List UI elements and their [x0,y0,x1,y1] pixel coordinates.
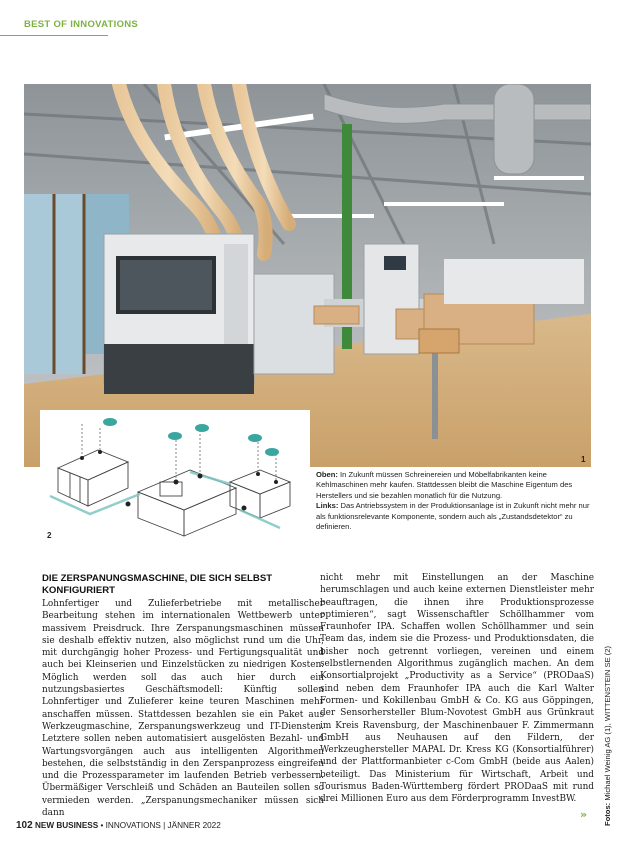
article-text-right: nicht mehr mit Einstellungen an der Maschine herumschlagen und auch keine externen Dienstleister mehr beauftragen, die ihnen ihre Produktionsprozesse optimieren“, sagt Wissenschaftler Schöllhammer vom Fraunhofer IPA. Schaffen wollen Schöllhammer und sein Team das, indem sie die Prozess- und Produktionsdaten, die bisher noch getrennt vorliegen, vereinen und einem selbstlernenden Algorithmus zugänglich machen. An dem Konsortialprojekt „Productivity as a Service“ (PRODaaS) sind neben dem Fraunhofer IPA auch die Karl Walter Formen- und Kokillenbau GmbH & Co. KG aus Göppingen, der Sensorhersteller Blum-Novotest GmbH aus Grünkraut im Kreis Ravensburg, der Maschinenbauer F. Zimmermann GmbH aus Neuhausen auf den Fildern, der Werkzeughersteller MAPAL Dr. Kress KG (Konsortialführer) und der Plattformanbieter c-Com GmbH (beide aus Aalen) beteiligt. Das Ministerium für Wirtschaft, Arbeit und Tourismus Baden-Württemberg fördert PRODaaS mit rund drei Millionen Euro aus dem Förderprogramm InvestBW. [320,573,594,805]
footer-section: INNOVATIONS [105,821,161,830]
article-heading: DIE ZERSPANUNGSMASCHINE, DIE SICH SELBST KONFIGURIERT [42,573,273,596]
article-column-right [320,572,594,806]
continue-arrow-icon: » [580,808,588,821]
photo-caption [316,470,594,532]
page-number: 102 [16,820,33,831]
article-text-left: Lohnfertiger und Zulieferbetriebe mit metallischer Bearbeitung stehen im internationalen Wettbewerb unter massivem Preisdruck. Ihre Zerspanungsmaschinen müssen sie deshalb effektiv nutzen, also möglichst rund um die Uhr, mit durchgängig hoher Prozess- und Fertigungsqualität und auch bei Kleinserien und Einzelstücken zu niedrigen Kosten. Möglich werden soll das auch hier durch ein nutzungsbasiertes Geschäftsmodell: Künftig sollen Lohnfertiger und Zulieferer keine teuren Maschinen mehr anschaffen müssen. Stattdessen bezahlen sie ein Paket aus Werkzeugmaschine, Zerspanungswerkzeug und IT-Diensten. Letztere sollen neben automatisiert ausgelösten Bezahl- und Wartungsvorgängen auch aus intelligenten Algorithmen bestehen, die selbstständig in den Zerspanprozess eingreifen und die Prozessparameter im laufenden Betrieb verbessern. Übermäßiger Verschleiß und Schäden an Bauteilen sollen so vermieden werden. „Zerspanungsmechaniker müssen sich dann [42,599,324,819]
footer-issue: JÄNNER 2022 [167,821,221,830]
section-label: BEST OF INNOVATIONS [24,19,139,30]
credit-text: Michael Weinig AG (1), WITTENSTEIN SE (2) [603,645,612,803]
photo-number-1: 1 [581,455,586,464]
caption-text-left: Das Antriebssystem in der Produktionsanlage ist in Zukunft nicht mehr nur als funktionsrelevante Komponente, sondern auch als „Zustandsdetektor“ zu definieren. [316,501,590,532]
page-footer [16,820,221,831]
caption-lead-top: Oben: [316,470,338,479]
caption-lead-left: Links: [316,501,339,511]
credit-label: Fotos: [603,802,612,826]
footer-bullet: • [100,821,104,830]
iot-diagram [40,410,310,542]
photo-credit [603,646,612,826]
footer-separator: | [163,821,166,830]
section-rule [0,35,108,36]
photo-number-2: 2 [47,531,52,540]
article-column-left [42,573,324,819]
caption-text-top: In Zukunft müssen Schreinereien und Möbelfabrikanten keine Kehlmaschinen mehr kaufen. Stattdessen bleibt die Maschine Eigentum des Herstellers und sie bezahlen monatlich für die Nutzung. [316,470,573,500]
magazine-name: NEW BUSINESS [34,821,99,830]
